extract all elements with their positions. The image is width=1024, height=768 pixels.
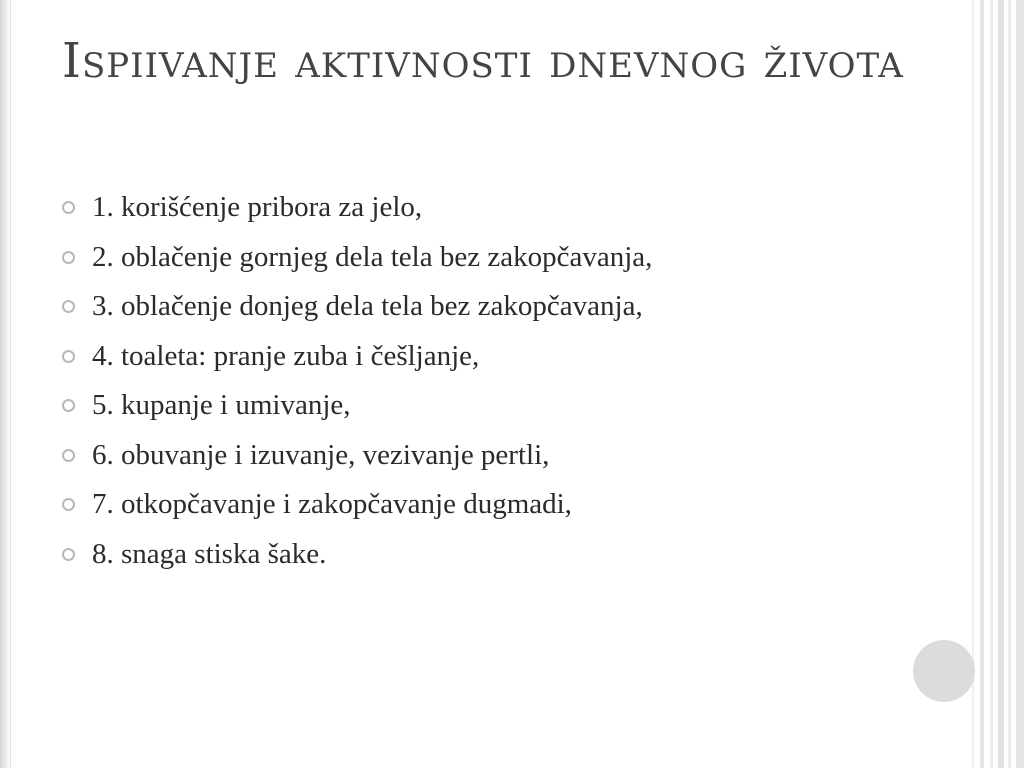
slide-nav-circle-icon[interactable] <box>913 640 975 702</box>
stripe <box>1008 0 1011 768</box>
bullet-text: 5. kupanje i umivanje, <box>92 389 351 422</box>
slide-title: Ispiivanje aktivnosti dnevnog života <box>62 33 904 89</box>
bullet-item <box>62 183 652 233</box>
bullet-circle-icon <box>62 300 75 313</box>
bullet-text: 2. oblačenje gornjeg dela tela bez zakopčavanja, <box>92 240 653 273</box>
bullet-circle-icon <box>62 449 75 462</box>
stripe <box>972 0 974 768</box>
stripe <box>980 0 984 768</box>
bullet-text: 1. korišćenje pribora za jelo, <box>92 191 423 224</box>
bullet-text: 6. obuvanje i izuvanje, vezivanje pertli, <box>92 438 550 471</box>
bullet-circle-icon <box>62 548 75 561</box>
bullet-text: 8. snaga stiska šake. <box>92 537 327 570</box>
bullet-item <box>62 282 652 332</box>
bullet-circle-icon <box>62 399 75 412</box>
bullet-item <box>62 332 652 382</box>
slide-left-border <box>0 0 10 768</box>
bullet-item <box>62 480 652 530</box>
bullet-circle-icon <box>62 251 75 264</box>
decorative-stripes <box>972 0 1024 768</box>
bullet-circle-icon <box>62 201 75 214</box>
bullet-text: 3. oblačenje donjeg dela tela bez zakopčavanja, <box>92 290 643 323</box>
bullet-item <box>62 381 652 431</box>
stripe <box>990 0 993 768</box>
bullet-text: 7. otkopčavanje i zakopčavanje dugmadi, <box>92 488 572 521</box>
bullet-circle-icon <box>62 498 75 511</box>
bullet-item <box>62 233 652 283</box>
slide-left-border-line <box>10 0 11 768</box>
bullet-circle-icon <box>62 350 75 363</box>
bullet-list <box>62 183 652 579</box>
stripe <box>1016 0 1024 768</box>
bullet-item <box>62 431 652 481</box>
stripe <box>998 0 1004 768</box>
bullet-item <box>62 530 652 580</box>
bullet-text: 4. toaleta: pranje zuba i češljanje, <box>92 339 480 372</box>
